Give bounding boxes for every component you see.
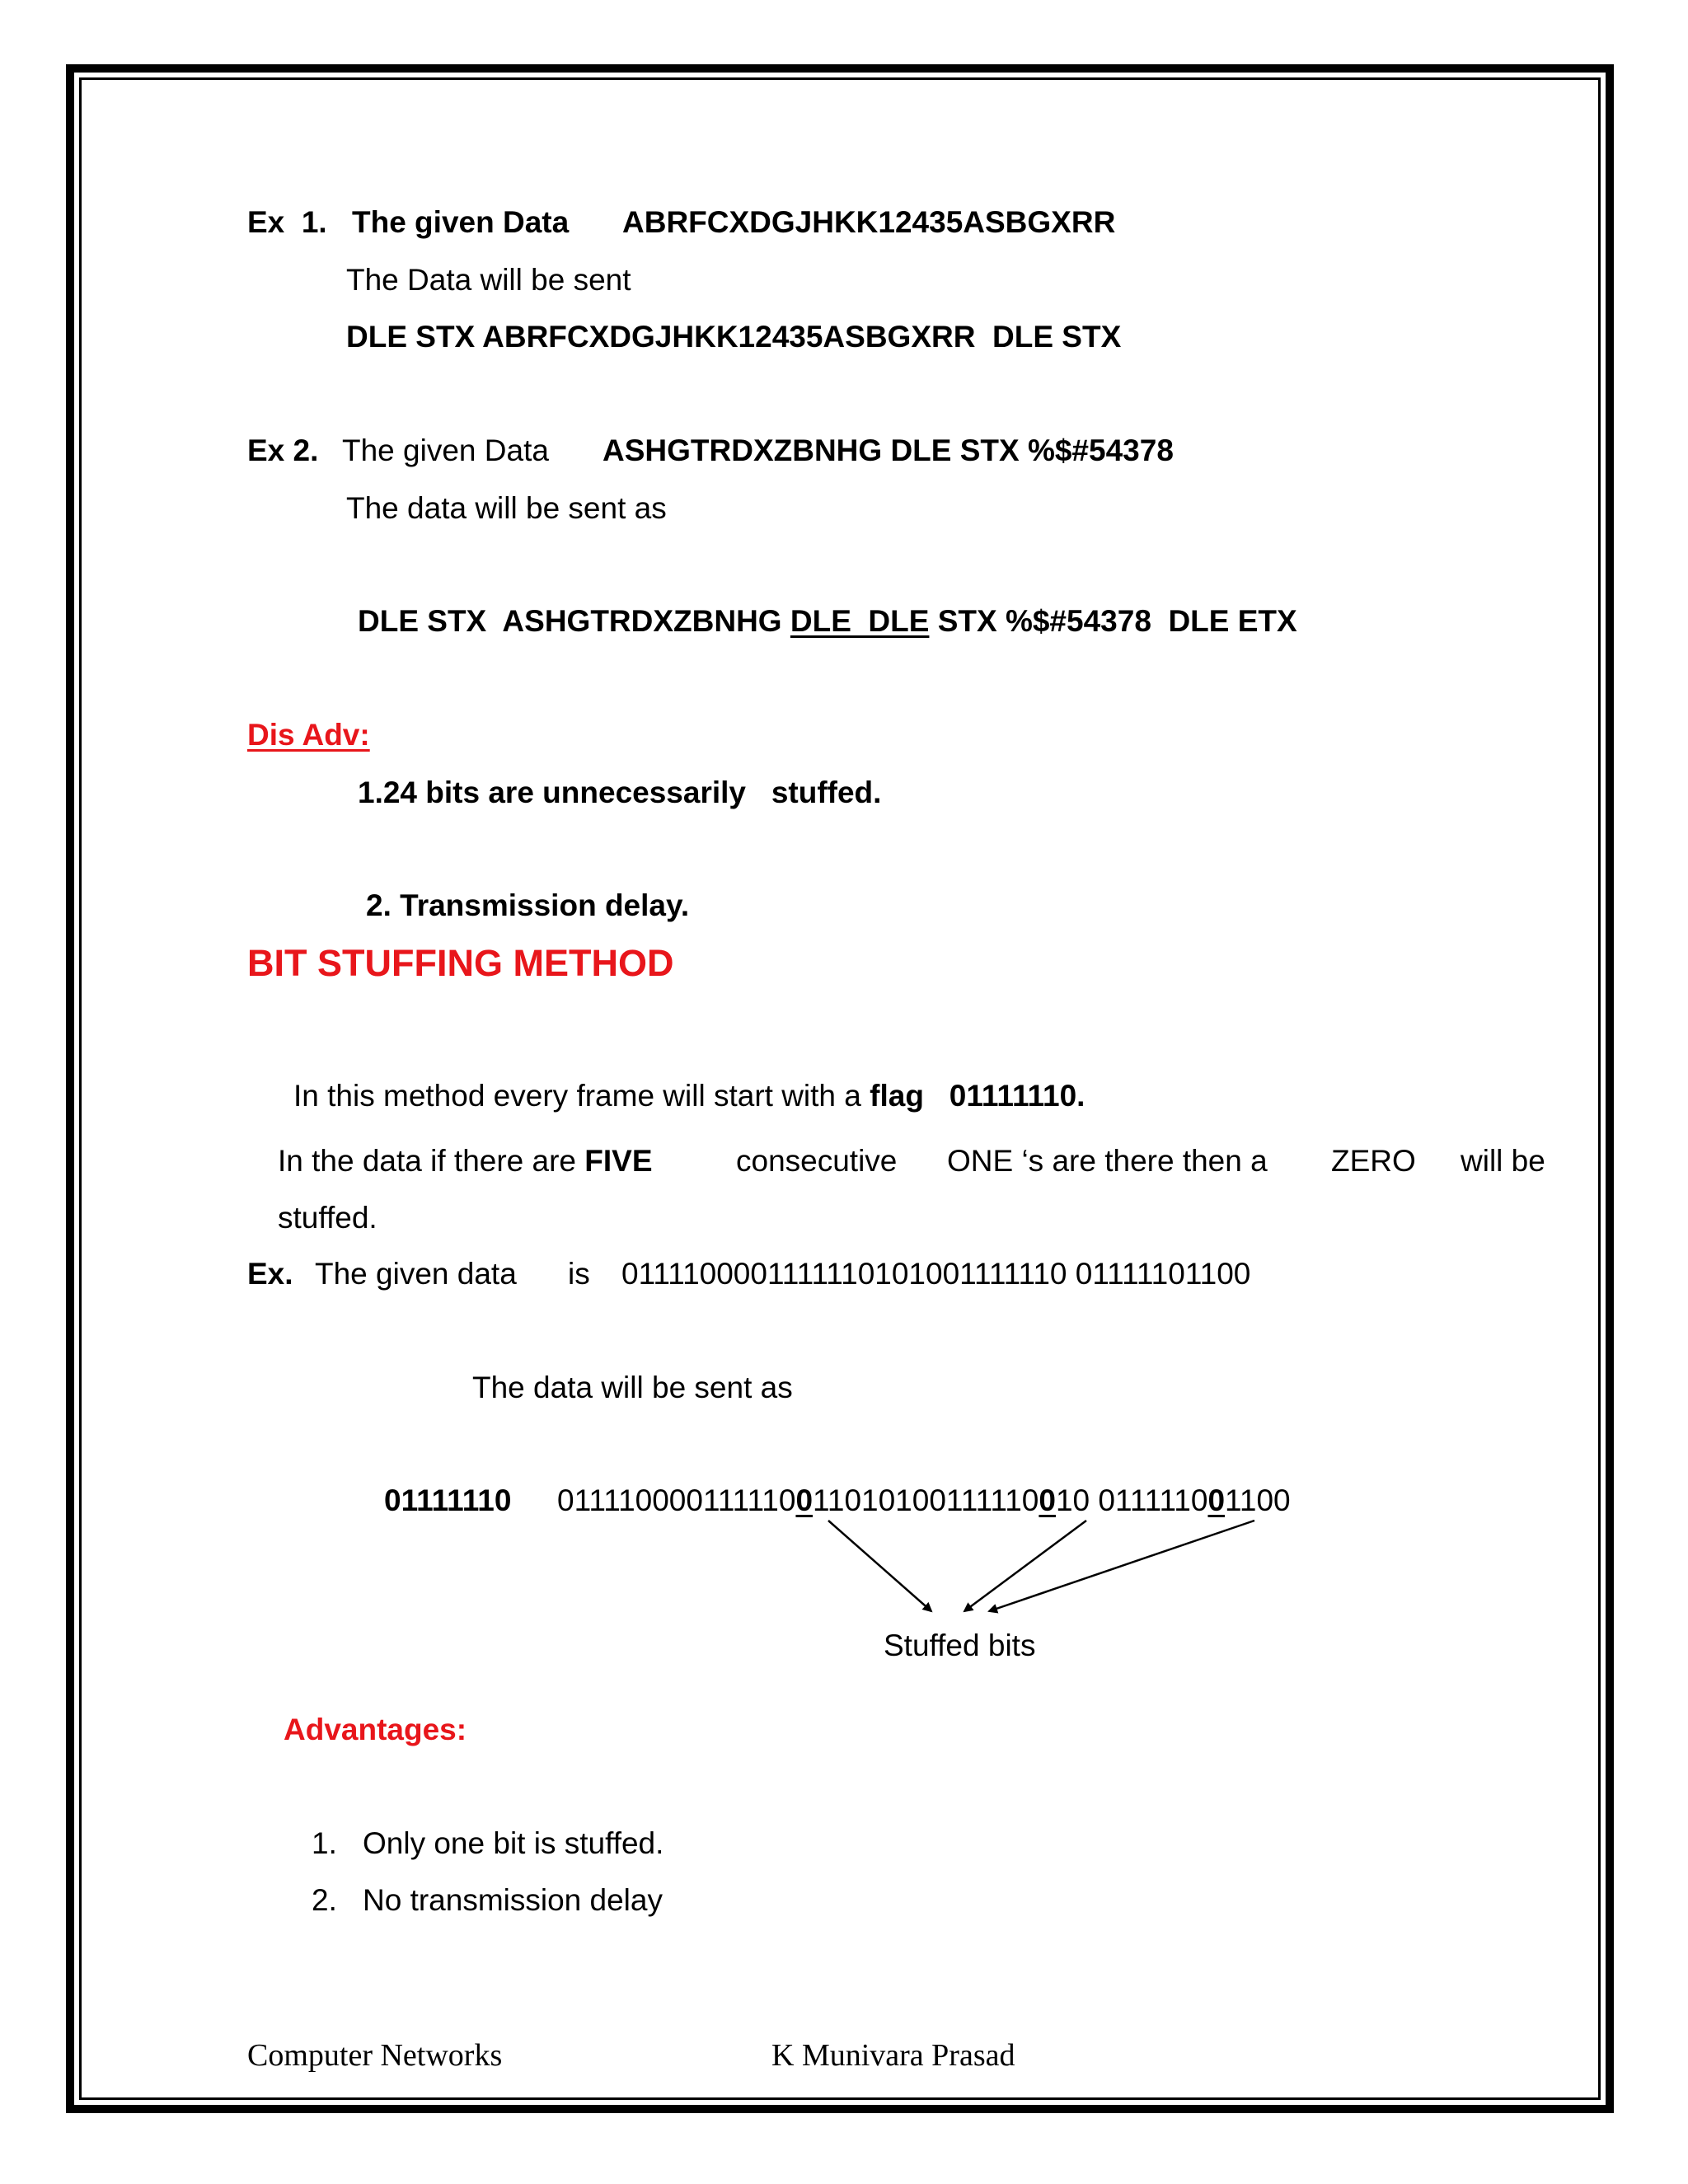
ex2-sent-label: The data will be sent as bbox=[346, 491, 667, 525]
intro-text: In this method every frame will start with a bbox=[293, 1079, 870, 1113]
ex2-data: ASHGTRDXZBNHG DLE STX %$#54378 bbox=[603, 434, 1174, 467]
footer-author: K Munivara Prasad bbox=[771, 2038, 1015, 2073]
example-given: The given data bbox=[315, 1257, 517, 1291]
example-label: Ex. bbox=[247, 1257, 293, 1291]
rule-five: FIVE bbox=[584, 1144, 653, 1178]
ex2-sent-stuffed: DLE DLE bbox=[790, 604, 930, 638]
intro-flag-value: 01111110. bbox=[949, 1079, 1085, 1113]
ex2-sent-suffix: STX %$#54378 DLE ETX bbox=[929, 604, 1297, 638]
frame-flag: 01111110 bbox=[384, 1483, 512, 1517]
disadv-item-2: 2. Transmission delay. bbox=[366, 888, 690, 922]
advantage-number-2: 2. bbox=[312, 1883, 337, 1917]
stuffed-bit-2: 0 bbox=[1039, 1483, 1056, 1517]
ex1-sent-label: The Data will be sent bbox=[346, 263, 631, 297]
rule-text-e: will be bbox=[1461, 1144, 1545, 1178]
ex1-given-label: The given Data bbox=[352, 205, 570, 239]
rule-text-d: ZERO bbox=[1331, 1144, 1416, 1178]
arrow-2 bbox=[964, 1521, 1086, 1611]
disadv-title: Dis Adv: bbox=[247, 718, 370, 752]
ex1-sent-line: DLE STX ABRFCXDGJHKK12435ASBGXRR DLE STX bbox=[346, 320, 1122, 354]
disadv-item-1: 1.24 bits are unnecessarily stuffed. bbox=[358, 776, 882, 809]
arrow-1 bbox=[828, 1521, 931, 1611]
advantage-item-2: No transmission delay bbox=[363, 1883, 663, 1917]
example-data: 0111100001111110101001111110 01111101100 bbox=[621, 1257, 1251, 1291]
ex2-given-label: The given Data bbox=[342, 434, 549, 467]
stuffed-bit-3: 0 bbox=[1207, 1483, 1226, 1517]
ex1-data: ABRFCXDGJHKK12435ASBGXRR bbox=[622, 205, 1116, 239]
rule-text-a: In the data if there are FIVE bbox=[278, 1144, 653, 1178]
footer-course: Computer Networks bbox=[247, 2038, 503, 2073]
example-is: is bbox=[568, 1257, 590, 1291]
bit-stuffing-title: BIT STUFFING METHOD bbox=[247, 942, 674, 984]
ex2-sent-prefix: DLE STX ASHGTRDXZBNHG bbox=[358, 604, 790, 638]
stuffed-data-line: 011110000111110011010100111110010 011111001100 bbox=[557, 1483, 1291, 1517]
ex2-label: Ex 2. bbox=[247, 434, 319, 467]
intro-flag-word: flag bbox=[870, 1079, 924, 1113]
advantage-item-1: Only one bit is stuffed. bbox=[363, 1826, 664, 1860]
stuffed-bits-caption: Stuffed bits bbox=[884, 1629, 1036, 1662]
advantage-number-1: 1. bbox=[312, 1826, 337, 1860]
advantages-title: Advantages: bbox=[284, 1713, 467, 1746]
rule-text-cont: stuffed. bbox=[278, 1201, 377, 1235]
stuffed-bit-1: 0 bbox=[795, 1483, 814, 1517]
ex1-label: Ex 1. bbox=[247, 205, 327, 239]
arrow-3 bbox=[989, 1521, 1254, 1611]
rule-text-b: consecutive bbox=[736, 1144, 898, 1178]
stuffed-sent-label: The data will be sent as bbox=[472, 1371, 793, 1404]
rule-text-c: ONE ‘s are there then a bbox=[947, 1144, 1268, 1178]
